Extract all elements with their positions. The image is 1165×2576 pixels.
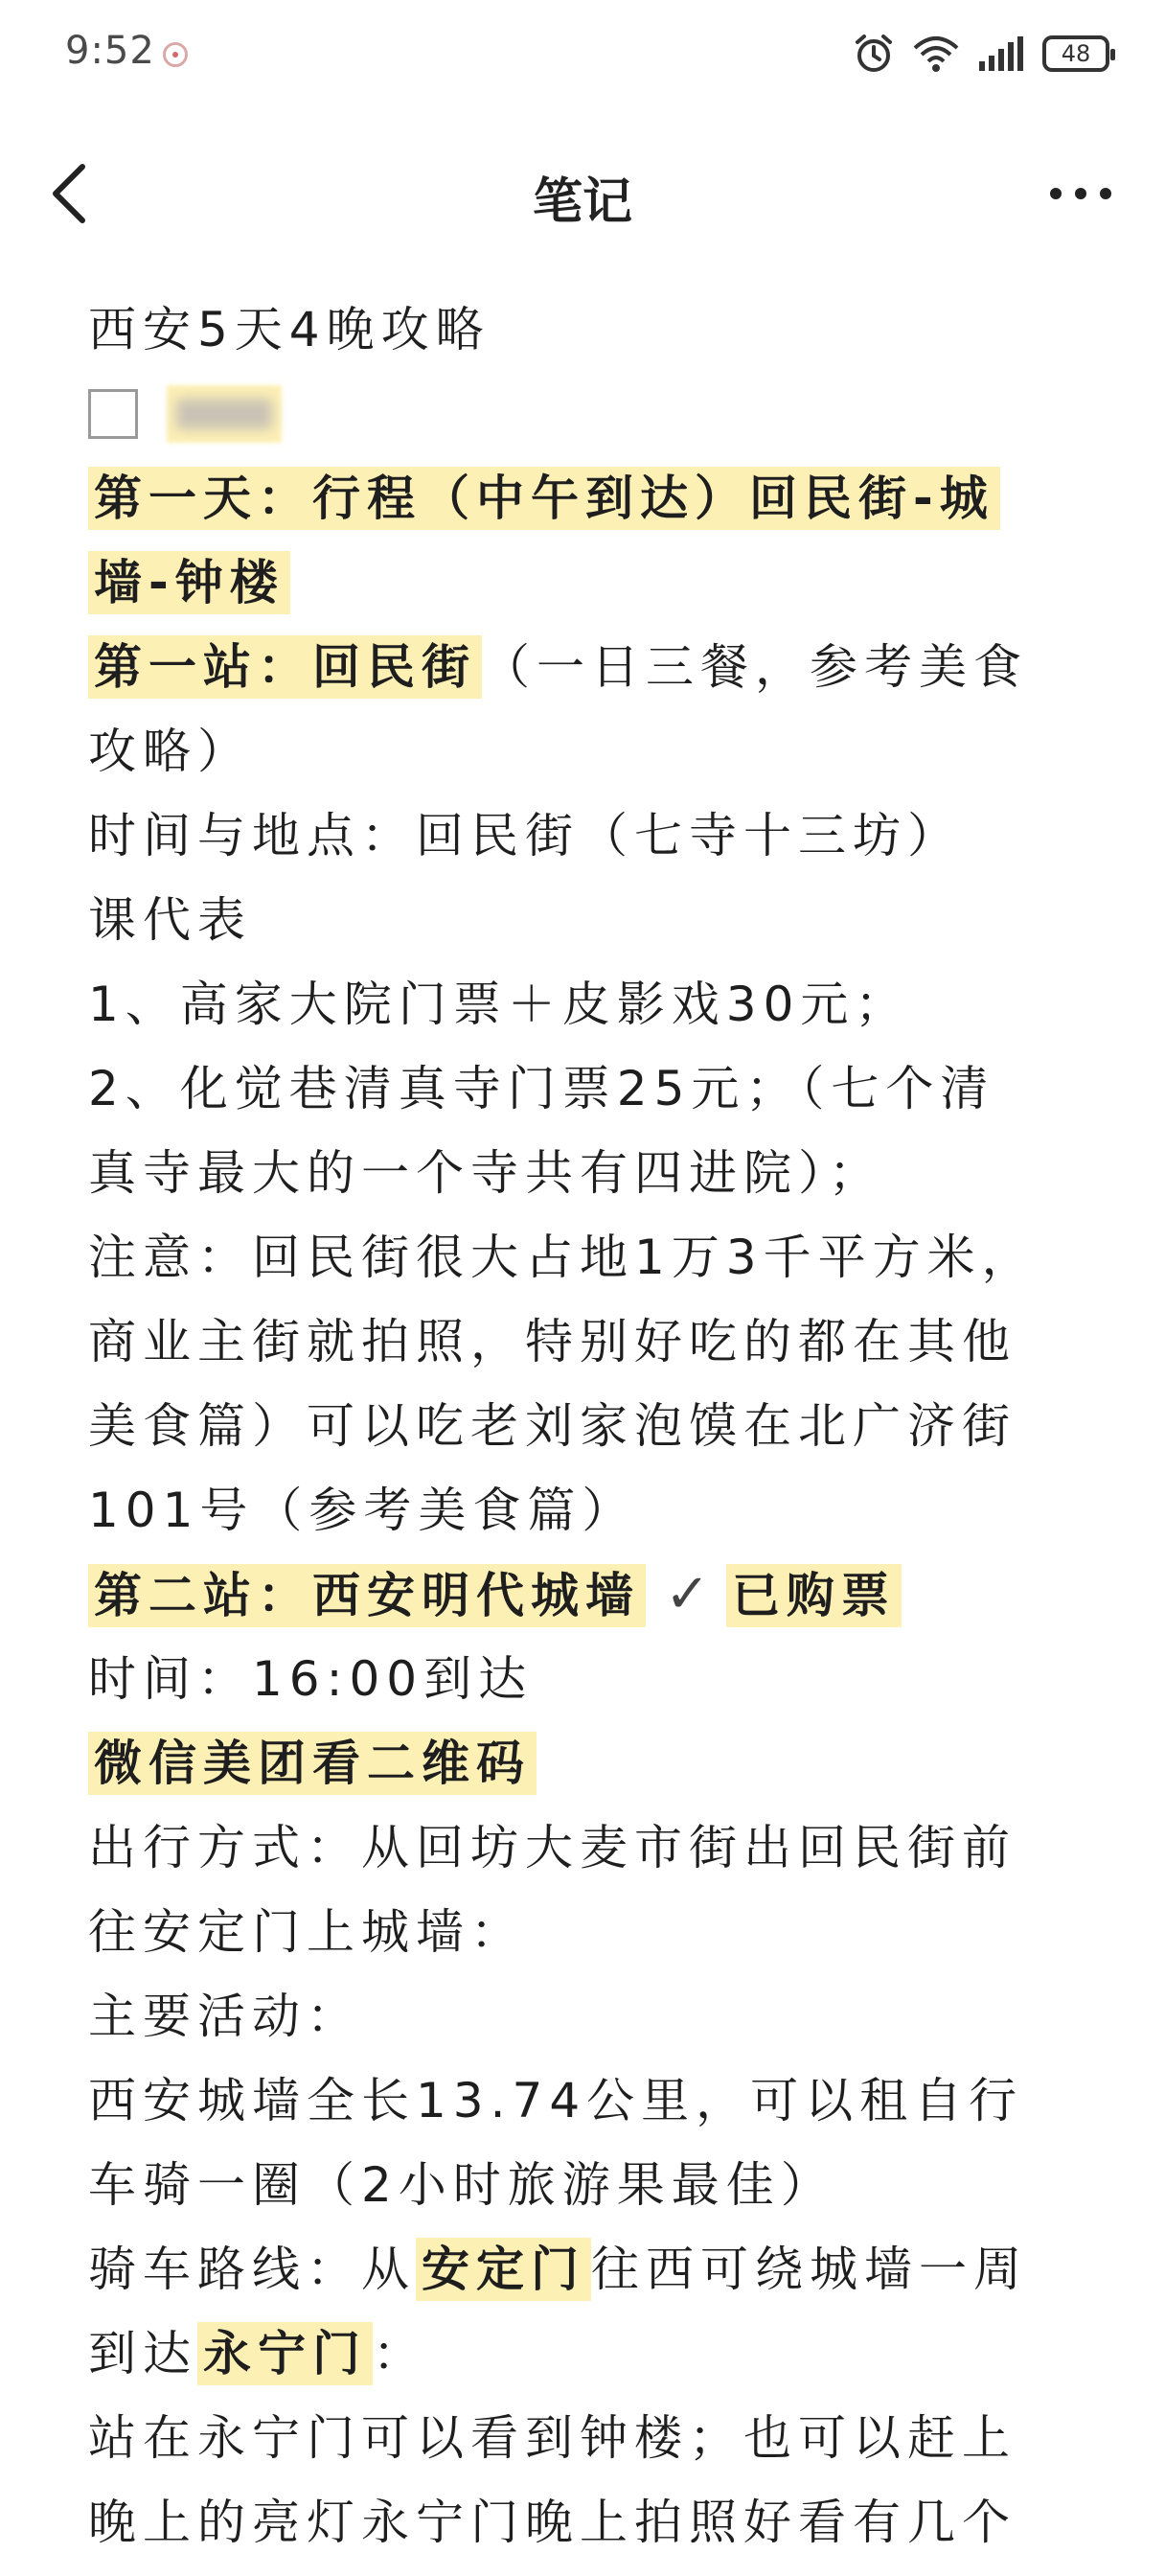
note-paragraph: 注意：回民街很大占地1万3千平方米， xyxy=(88,1230,1037,1285)
day1-heading-cont: 墙-钟楼 xyxy=(88,551,290,614)
representative: 课代表 xyxy=(88,892,252,948)
route-line xyxy=(88,2227,1085,2312)
route-gate-yongning: 永宁门 xyxy=(197,2322,373,2385)
status-bar xyxy=(0,0,1165,115)
wall-info: 西安城墙全长13.74公里，可以租自行 xyxy=(88,2073,1024,2128)
stop1-label: 第一站：回民街 xyxy=(88,635,482,699)
view-line-cont: 晚上的亮灯永宁门晚上拍照好看有几个 xyxy=(88,2495,1017,2550)
status-icons xyxy=(853,33,1109,75)
note-content[interactable] xyxy=(88,288,1085,2564)
route-suffix: 往西可绕城墙一周 xyxy=(591,2242,1028,2297)
note-paragraph: 101号（参考美食篇） xyxy=(88,1483,637,1538)
stop1-rest-cont: 攻略） xyxy=(88,724,252,779)
list-item-cont: 真寺最大的一个寺共有四进院）； xyxy=(88,1145,883,1201)
todo-checkbox[interactable] xyxy=(88,389,138,439)
list-item: 2、化觉巷清真寺门票25元；（七个清 xyxy=(88,1061,995,1116)
arrive-line xyxy=(88,2312,1085,2396)
todo-item xyxy=(88,372,1085,456)
stop2-label: 第二站：西安明代城墙 xyxy=(88,1564,646,1627)
route-prefix: 骑车路线：从 xyxy=(88,2242,416,2297)
view-line: 站在永宁门可以看到钟楼；也可以赶上 xyxy=(88,2410,1017,2466)
stop2-time: 时间：16:00到达 xyxy=(88,1651,534,1707)
route-gate-anding: 安定门 xyxy=(416,2238,591,2301)
note-title: 西安5天4晚攻略 xyxy=(88,302,491,357)
stop1-line xyxy=(88,625,1085,709)
travel-line-cont: 往安定门上城墙： xyxy=(88,1904,525,1960)
page-title: 笔记 xyxy=(532,173,632,231)
wall-info-cont: 车骑一圈（2小时旅游果最佳） xyxy=(88,2157,835,2213)
time-place: 时间与地点：回民街（七寺十三坊） xyxy=(88,808,962,863)
ticket-status: 已购票 xyxy=(726,1564,902,1627)
blurred-text xyxy=(167,385,282,443)
more-options-icon[interactable] xyxy=(1042,165,1119,222)
list-item: 1、高家大院门票＋皮影戏30元； xyxy=(88,977,910,1032)
stop2-line xyxy=(88,1552,1085,1637)
arrive-prefix: 到达 xyxy=(88,2326,197,2381)
wechat-note: 微信美团看二维码 xyxy=(88,1732,537,1795)
arrive-suffix: ： xyxy=(373,2326,427,2381)
checkmark-icon: ✓ xyxy=(665,1563,717,1625)
activity-heading: 主要活动： xyxy=(88,1989,361,2044)
note-paragraph: 美食篇）可以吃老刘家泡馍在北广济街 xyxy=(88,1398,1017,1454)
alarm-icon xyxy=(853,33,895,75)
note-paragraph: 商业主街就拍照，特别好吃的都在其他 xyxy=(88,1314,1017,1369)
day1-heading: 第一天：行程（中午到达）回民街-城 xyxy=(88,467,1000,530)
travel-line: 出行方式：从回坊大麦市街出回民街前 xyxy=(88,1820,1017,1875)
battery-icon: 48 xyxy=(1042,35,1109,72)
wifi-icon xyxy=(912,34,960,73)
signal-icon xyxy=(977,34,1025,73)
nav-bar xyxy=(0,144,1165,249)
status-time: 9:52 xyxy=(65,29,155,73)
notification-dot-icon xyxy=(163,42,188,67)
stop1-rest: （一日三餐，参考美食 xyxy=(482,639,1028,695)
